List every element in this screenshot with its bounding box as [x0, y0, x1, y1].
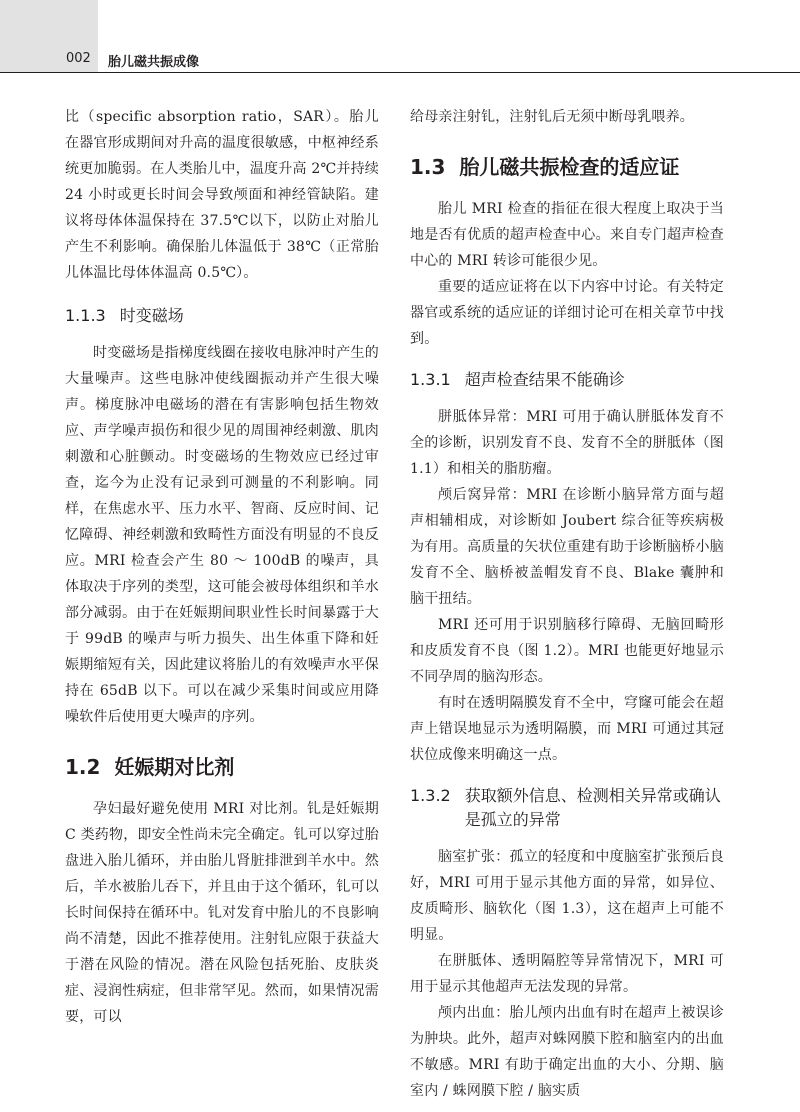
paragraph: 有时在透明隔膜发育不全中，穹窿可能会在超声上错误地显示为透明隔膜，而 MRI 可通过其冠状位成像来明确这一点。	[410, 695, 724, 763]
paragraph: 时变磁场是指梯度线圈在接收电脉冲时产生的大量噪声。这些电脉冲使线圈振动并产生很大噪声。梯度脉冲电磁场的潜在有害影响包括生物效应、声学噪声损伤和很少见的周围神经刺激、肌肉刺激和心脏颤动。时变磁场的生物效应已经过审查，迄今为止没有记录到可测量的不利影响。同样，在焦虑水平、压力水平、智商、反应时间、记忆障碍、神经刺激和致畸性方面没有明显的不良反应。MRI 检查会产生 80 ～ 100dB 的噪声，具体取决于序列的类型，这可能会被母体组织和羊水部分减弱。由于在妊娠期间职业性长时间暴露于大于 99dB 的噪声与听力损失、出生体重下降和妊娠期缩短有关，因此建议将胎儿的有效噪声水平保持在 65dB 以下。可以在减少采集时间或应用降噪软件后使用更大噪声的序列。	[65, 345, 379, 725]
paragraph: 给母亲注射钆，注射钆后无须中断母乳喂养。	[410, 109, 694, 125]
paragraph: 比（specific absorption ratio，SAR）。胎儿在器官形成期间对升高的温度很敏感，中枢神经系统更加脆弱。在人类胎儿中，温度升高 2℃并持续 24 小时或更长时间会导致颅面和神经管缺陷。建议将母体体温保持在 37.5℃以下，以防止对胎儿产生不利影响。确保胎儿体温低于 38℃（正常胎儿体温比母体体温高 0.5℃）。	[65, 109, 379, 281]
left-column	[65, 104, 379, 1030]
page-number: 002	[66, 51, 91, 66]
heading-number: 1.1.3	[65, 306, 106, 325]
paragraph: 胎儿 MRI 检查的指征在很大程度上取决于当地是否有优质的超声检查中心。来自专门超声检查中心的 MRI 转诊可能很少见。	[410, 201, 724, 269]
paragraph: 脑室扩张：孤立的轻度和中度脑室扩张预后良好，MRI 可用于显示其他方面的异常，如异位、皮质畸形、脑软化（图 1.3），这在超声上可能不明显。	[410, 849, 724, 943]
heading-number: 1.2	[65, 755, 101, 779]
header-rule	[0, 72, 800, 73]
heading-1-3	[410, 154, 724, 180]
paragraph: 在胼胝体、透明隔腔等异常情况下，MRI 可用于显示其他超声无法发现的异常。	[410, 953, 724, 995]
heading-number: 1.3.1	[410, 370, 451, 389]
heading-title: 胎儿磁共振检查的适应证	[459, 155, 680, 179]
running-title: 胎儿磁共振成像	[108, 55, 200, 70]
paragraph: 颅后窝异常：MRI 在诊断小脑异常方面与超声相辅相成，对诊断如 Joubert 综合征等疾病极为有用。高质量的矢状位重建有助于诊断脑桥小脑发育不全、脑桥被盖帽发育不良、Blake 囊肿和脑干扭结。	[410, 487, 724, 607]
heading-1-1-3	[65, 304, 379, 328]
heading-1-2	[65, 754, 379, 780]
paragraph: MRI 还可用于识别脑移行障碍、无脑回畸形和皮质发育不良（图 1.2）。MRI 也能更好地显示不同孕周的脑沟形态。	[410, 617, 724, 685]
heading-title: 时变磁场	[119, 306, 184, 325]
heading-number: 1.3.2	[410, 786, 451, 805]
paragraph: 孕妇最好避免使用 MRI 对比剂。钆是妊娠期 C 类药物，即安全性尚未完全确定。钆可以穿过胎盘进入胎儿循环，并由胎儿肾脏排泄到羊水中。然后，羊水被胎儿吞下，并且由于这个循环，钆可以长时间保持在循环中。钆对发育中胎儿的不良影响尚不清楚，因此不推荐使用。注射钆应限于获益大于潜在风险的情况。潜在风险包括死胎、皮肤炎症、浸润性病症，但非常罕见。然而，如果情况需要，可以	[65, 801, 379, 1025]
paragraph: 重要的适应证将在以下内容中讨论。有关特定器官或系统的适应证的详细讨论可在相关章节中找到。	[410, 279, 724, 347]
paragraph: 胼胝体异常：MRI 可用于确认胼胝体发育不全的诊断，识别发育不良、发育不全的胼胝体（图 1.1）和相关的脂肪瘤。	[410, 409, 724, 477]
heading-1-3-2	[410, 784, 724, 832]
heading-title: 获取额外信息、检测相关异常或确认是孤立的异常	[464, 786, 721, 829]
heading-1-3-1	[410, 368, 724, 392]
heading-title: 妊娠期对比剂	[114, 755, 235, 779]
right-column	[410, 104, 724, 1104]
heading-number: 1.3	[410, 155, 446, 179]
paragraph: 颅内出血：胎儿颅内出血有时在超声上被误诊为肿块。此外，超声对蛛网膜下腔和脑室内的出血不敏感。MRI 有助于确定出血的大小、分期、脑室内 / 蛛网膜下腔 / 脑实质	[410, 1005, 724, 1099]
heading-title: 超声检查结果不能确诊	[464, 370, 625, 389]
